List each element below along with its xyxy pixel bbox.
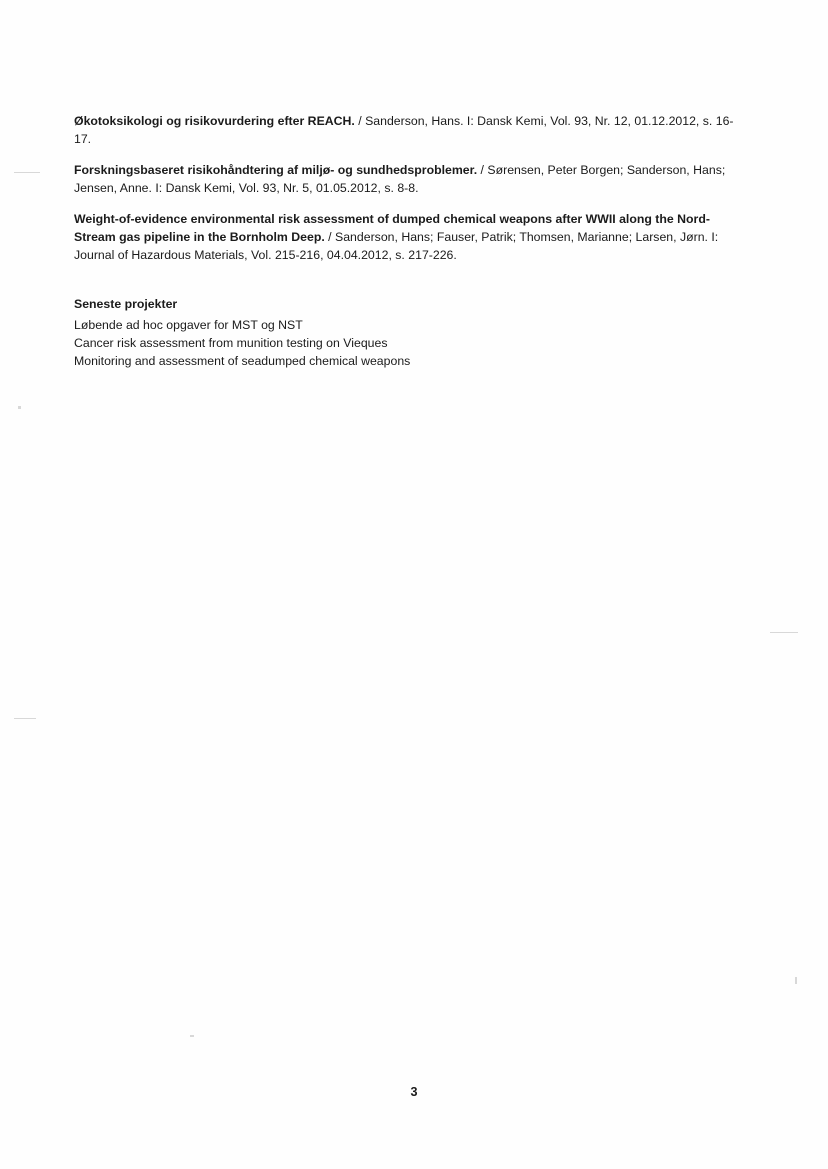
reference-title: Forskningsbaseret risikohåndtering af miljø- og sundhedsproblemer. xyxy=(74,163,478,178)
page-number: 3 xyxy=(410,1085,418,1099)
scan-artifact xyxy=(795,977,797,984)
scan-artifact xyxy=(190,1035,194,1037)
list-item: Løbende ad hoc opgaver for MST og NST xyxy=(74,317,303,332)
projects-section xyxy=(74,295,734,369)
reference-title: Økotoksikologi og risikovurdering efter REACH. xyxy=(74,114,355,128)
reference-details: / Sanderson, Hans; Fauser, Patrik; Thomsen, Marianne; Larsen, Jørn. I: Journal of Hazardous Materials, Vol. 215-216, 04.04.2012, s. 217-226. xyxy=(74,230,719,263)
reference-title: Weight-of-evidence environmental risk assessment of dumped chemical weapons after WWII along the Nord-Stream gas pipeline in the Bornholm Deep. xyxy=(74,212,710,245)
reference-entry xyxy=(74,161,734,197)
scan-artifact xyxy=(14,172,40,173)
reference-entry xyxy=(74,210,734,264)
reference-details: / Sanderson, Hans. I: Dansk Kemi, Vol. 93, Nr. 12, 01.12.2012, s. 16-17. xyxy=(74,114,734,147)
scan-artifact xyxy=(18,406,21,409)
document-body xyxy=(74,112,734,370)
reference-details: / Sørensen, Peter Borgen; Sanderson, Hans; Jensen, Anne. I: Dansk Kemi, Vol. 93, Nr. 5, 01.05.2012, s. 8-8. xyxy=(74,163,726,196)
scan-artifact xyxy=(14,718,36,719)
projects-heading: Seneste projekter xyxy=(74,297,178,312)
reference-entry xyxy=(74,112,734,148)
list-item: Cancer risk assessment from munition testing on Vieques xyxy=(74,335,388,350)
scan-artifact xyxy=(770,632,798,633)
list-item: Monitoring and assessment of seadumped chemical weapons xyxy=(74,353,411,368)
